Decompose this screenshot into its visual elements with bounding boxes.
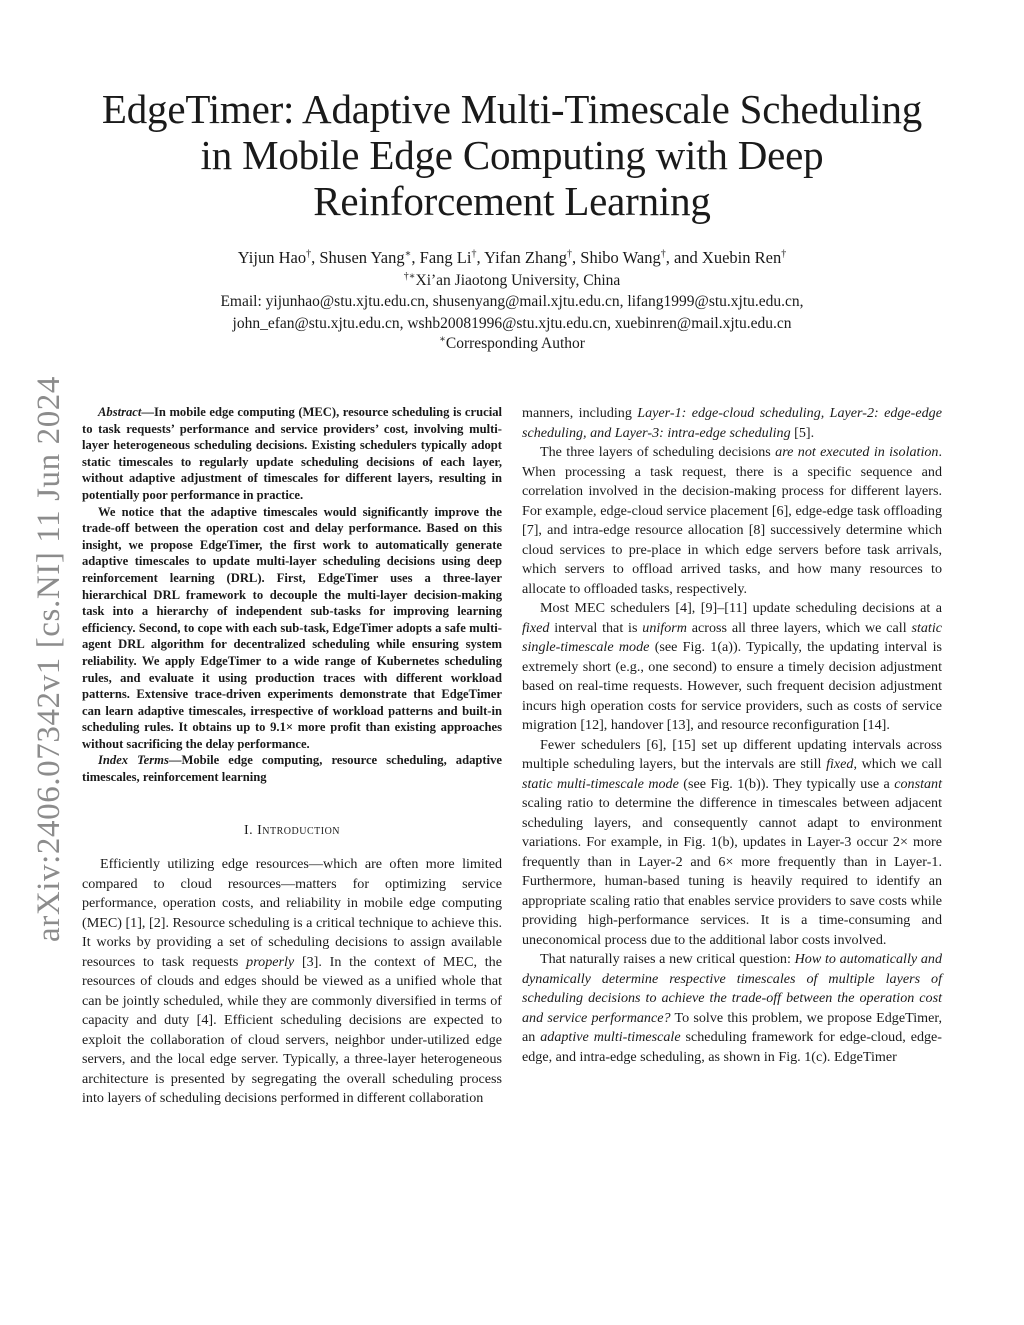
abstract-paragraph xyxy=(82,404,502,504)
affiliation-text: Xi’an Jiaotong University, China xyxy=(415,272,621,289)
author-name: Fang Li xyxy=(419,248,472,267)
author-mark: † xyxy=(567,248,573,260)
paragraph-text: Efficiently utilizing edge resources—which are often more limited compared to cloud resources—matters for optimizing service performance, operation costs, and reliability in mobile edge computing (MEC) [1], [2]. Resource scheduling is a critical technique to achieve this. It works by providing a set of scheduling decisions to assign available resources to task requests xyxy=(82,856,502,970)
paragraph-text: (see Fig. 1(b)). They typically use a xyxy=(678,775,895,792)
emphasis-text: fixed xyxy=(826,756,854,772)
author-separator: , xyxy=(572,248,581,267)
paragraph-text: To solve this problem, we propose EdgeTimer, an xyxy=(522,1009,942,1045)
title-line: EdgeTimer: Adaptive Multi-Timescale Scheduling xyxy=(101,86,923,132)
emphasis-text: fixed xyxy=(522,619,550,636)
section-number: I. xyxy=(243,822,254,838)
email-line[interactable]: Email: yijunhao@stu.xjtu.edu.cn, shusenyang@mail.xjtu.edu.cn, lifang1999@stu.xjtu.edu.cn, xyxy=(220,293,804,310)
paper-title xyxy=(80,86,944,224)
author-mark: † xyxy=(781,248,787,260)
paragraph-text: [5]. xyxy=(790,424,815,441)
paragraph-text: across all three layers, which we call xyxy=(686,619,912,636)
intro-paragraph xyxy=(522,736,942,951)
abstract-label: Abstract xyxy=(98,405,142,419)
emphasis-text: are not executed in isolation xyxy=(775,444,939,460)
paragraph-text: , which we call xyxy=(853,756,942,772)
author-mark: † xyxy=(660,248,666,260)
author-mark: ∗ xyxy=(404,248,412,260)
emphasis-text: Layer-1: edge-cloud scheduling, Layer-2: edge-edge scheduling, and Layer-3: intra-edge scheduling xyxy=(522,405,942,441)
index-terms-text: Mobile edge computing, resource scheduling, adaptive timescales, reinforcement learning xyxy=(82,753,502,785)
emphasis-text: constant xyxy=(894,775,942,792)
left-column xyxy=(82,404,502,1109)
paragraph-text: Most MEC schedulers [4], [9]–[11] update scheduling decisions at a xyxy=(540,600,942,616)
index-terms-label: Index Terms xyxy=(98,753,169,768)
abstract-dash: — xyxy=(141,405,154,419)
intro-paragraph xyxy=(82,855,502,1109)
corresponding-author-note xyxy=(80,334,944,353)
title-line: Reinforcement Learning xyxy=(313,178,711,224)
paragraph-text: That naturally raises a new critical question: xyxy=(540,951,795,967)
author-name: Yifan Zhang xyxy=(484,248,568,267)
corresponding-text: Corresponding Author xyxy=(445,335,585,352)
author-separator: , and xyxy=(665,248,702,267)
emphasis-text: uniform xyxy=(642,619,687,636)
section-heading xyxy=(82,821,502,841)
paragraph-text: manners, including xyxy=(522,405,638,421)
paragraph-text: . When processing a task request, there is a specific sequence and correlation involved in the decision-making process for different layers. For example, edge-cloud service placement [6], edge-edge task offloading [7], and intra-edge resource allocation [8] successively determine which cloud services to pre-place in which edge servers before task arrivals, which servers to offload arrived tasks, and how many resources to allocate to offloaded tasks, respectively. xyxy=(522,444,943,597)
paragraph-text: The three layers of scheduling decisions xyxy=(540,444,776,460)
author-mark: † xyxy=(471,248,477,260)
emphasis-text: adaptive multi-timescale xyxy=(540,1029,681,1045)
author-list xyxy=(80,248,944,267)
emphasis-text: How to automatically and dynamically determine respective timescales of multiple layers of scheduling decisions to achieve the trade-off between the operation cost and service performance? xyxy=(522,951,942,1026)
corresponding-mark: ∗ xyxy=(439,333,446,345)
affiliation xyxy=(80,271,944,290)
author-name: Xuebin Ren xyxy=(701,248,782,267)
paragraph-text: interval that is xyxy=(549,619,643,636)
author-name: Yijun Hao xyxy=(237,248,307,267)
index-terms-dash: — xyxy=(168,753,182,768)
email-line[interactable]: john_efan@stu.xjtu.edu.cn, wshb20081996@stu.xjtu.edu.cn, xuebinren@mail.xjtu.edu.cn xyxy=(232,315,792,332)
paragraph-text: scheduling framework for edge-cloud, edge-edge, and intra-edge scheduling, as shown in Fig. 1(c). EdgeTimer xyxy=(522,1029,942,1065)
paragraph-text: scaling ratio to determine the difference in timescales between adjacent scheduling layers, and consequently cannot adapt to environment variations. For example, in Fig. 1(b), updates in Layer-3 occur 2× more frequently than in Layer-2 and 6× more frequently than in Layer-1. Furthermore, human-based tuning is heavily required to identify an appropriate scaling ratio that enables service providers to save costs while providing high-performance services. It is a time-consuming and uneconomical process due to the additional labor costs involved. xyxy=(522,795,942,948)
section-title: Introduction xyxy=(257,822,341,838)
author-name: Shibo Wang xyxy=(580,248,661,267)
author-separator: , xyxy=(476,248,485,267)
affiliation-mark: †∗ xyxy=(403,270,416,282)
intro-paragraph xyxy=(522,599,942,736)
intro-paragraph-continued xyxy=(522,404,942,443)
title-line: in Mobile Edge Computing with Deep xyxy=(200,132,824,178)
author-separator: , xyxy=(311,248,320,267)
emphasis-text: properly xyxy=(246,953,295,970)
paragraph-text: Fewer schedulers [6], [15] set up different updating intervals across multiple scheduling layers, but the intervals are still xyxy=(522,736,942,772)
author-separator: , xyxy=(411,248,420,267)
paragraph-text: [3]. In the context of MEC, the resources of clouds and edges should be viewed as a unified whole that can be jointly scheduled, while they are commonly diversified in terms of capacity and duty [4]. Efficient scheduling decisions are expected to exploit the collaboration of cloud servers, neighbor under-utilized edge servers, and the local edge server. Typically, a three-layer heterogeneous architecture is presented by segregating the overall scheduling process into layers of scheduling decisions performed in different collaboration xyxy=(82,953,502,1107)
author-name: Shusen Yang xyxy=(319,248,405,267)
intro-paragraph xyxy=(522,950,942,1067)
abstract-paragraph: We notice that the adaptive timescales would significantly improve the trade-off between the operation cost and delay performance. Based on this insight, we propose EdgeTimer, the first work to automatically generate adaptive timescales to update multi-layer scheduling decisions using deep reinforcement learning (DRL). First, EdgeTimer uses a three-layer hierarchical DRL framework to decouple the multi-layer decision-making task into a hierarchy of independent sub-tasks for improving learning efficiency. Second, to cope with each sub-task, EdgeTimer adopts a safe multi-agent DRL algorithm for decentralized scheduling while ensuring system reliability. We apply EdgeTimer to a wide range of Kubernetes scheduling rules, and evaluate it using production traces with different workload patterns. Extensive trace-driven experiments demonstrate that EdgeTimer can learn adaptive timescales, irrespective of workload patterns and built-in scheduling rules. It obtains up to 9.1× more profit than existing approaches without sacrificing the delay performance. xyxy=(82,504,502,751)
emphasis-text: static single-timescale mode xyxy=(522,619,942,655)
paragraph-text: (see Fig. 1(a)). Typically, the updating interval is extremely short (e.g., one second) to ensure a timely decision adjustment based on real-time requests. However, such frequent decision adjustment incurs high operation costs for service providers, such as costs of service migration [12], handover [13], and resource reconfiguration [14]. xyxy=(522,639,942,733)
arxiv-identifier[interactable]: arXiv:2406.07342v1 [cs.NI] 11 Jun 2024 xyxy=(31,375,67,942)
emphasis-text: static multi-timescale mode xyxy=(522,775,679,792)
author-mark: † xyxy=(306,248,312,260)
index-terms xyxy=(82,752,502,785)
abstract xyxy=(82,404,502,786)
right-column xyxy=(522,404,942,1067)
abstract-text: In mobile edge computing (MEC), resource scheduling is crucial to task requests’ performance and service providers’ cost, involving multi-layer heterogeneous scheduling decisions. Existing schedulers typically adopt static timescales to regularly update scheduling decisions of each layer, without adaptive adjustment of timescales for different layers, resulting in potentially poor performance in practice. xyxy=(82,405,502,502)
intro-paragraph xyxy=(522,443,942,599)
